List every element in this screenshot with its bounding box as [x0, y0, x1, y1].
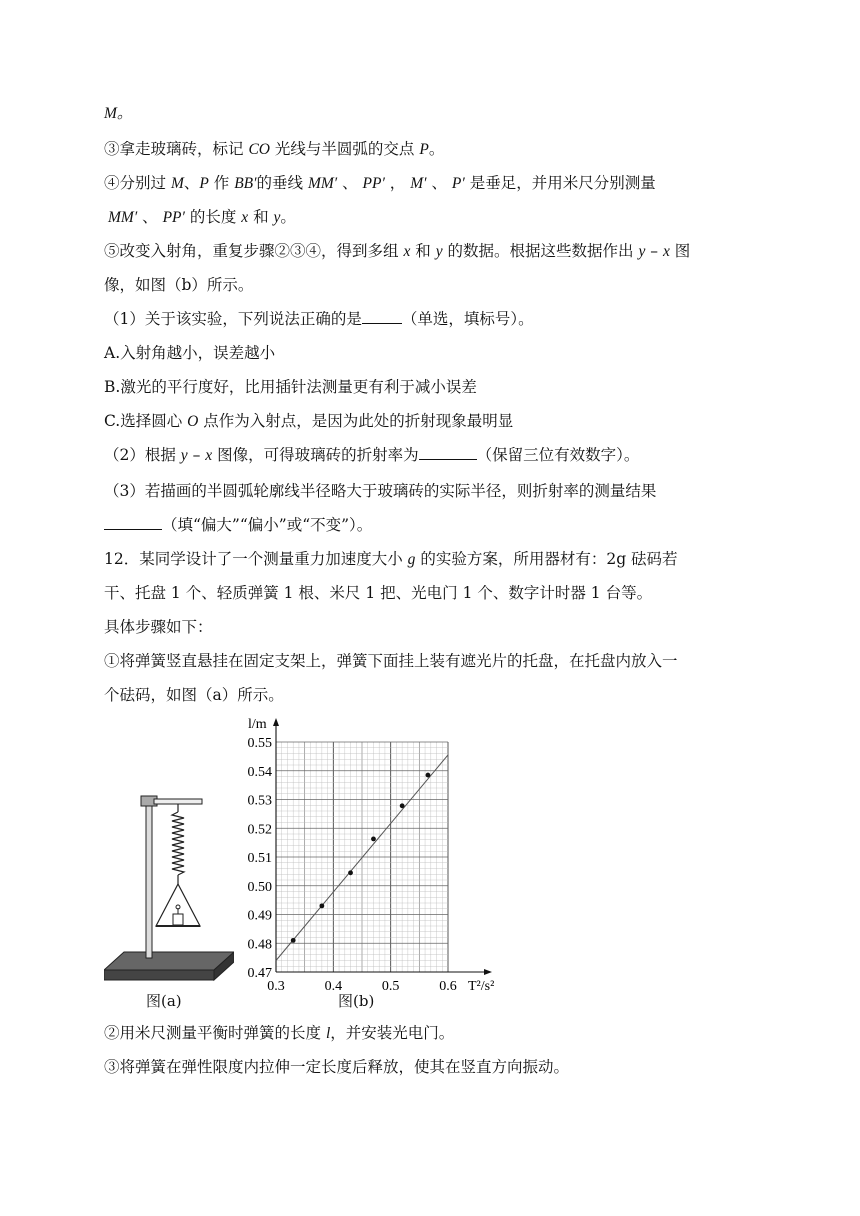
data-point [319, 903, 324, 908]
support-rod [146, 804, 152, 958]
data-point [291, 938, 296, 943]
text-line: ④分别过 M、P 作 BB′的垂线 MM′ 、 PP′ ， M′ 、 P′ 是垂足，并用米尺分别测量 [104, 174, 656, 192]
spring [172, 812, 184, 875]
axis-labels [248, 717, 494, 992]
y-tick-label: 0.51 [247, 851, 272, 866]
data-point [426, 773, 431, 778]
text-line: 个砝码，如图（a）所示。 [104, 686, 284, 704]
option-b: B.激光的平行度好，比用插针法测量更有利于减小误差 [104, 378, 477, 396]
answer-blank [419, 445, 477, 460]
text-line: （填“偏大”“偏小”或“不变”）。 [104, 514, 372, 536]
text-line: 12．某同学设计了一个测量重力加速度大小 g 的实验方案，所用器材有：2g 砝码若 [104, 550, 678, 568]
text-line: ③将弹簧在弹性限度内拉伸一定长度后释放，使其在竖直方向振动。 [104, 1058, 570, 1076]
x-axis-arrow [484, 969, 492, 975]
text-line: （2）根据 y – x 图像，可得玻璃砖的折射率为 （保留三位有效数字）。 [104, 446, 640, 464]
text-line: ②用米尺测量平衡时弹簧的长度 l，并安装光电门。 [104, 1024, 455, 1042]
x-tick-label: 0.6 [439, 979, 457, 992]
figure-b-caption: 图(b) [338, 992, 375, 1010]
y-tick-label: 0.47 [247, 966, 272, 981]
chart-tick-labels [248, 736, 457, 992]
weight [173, 914, 183, 925]
spring-apparatus-diagram [104, 780, 234, 984]
text-line: ③拿走玻璃砖，标记 CO 光线与半圆弧的交点 P。 [104, 140, 445, 158]
chart-axes [273, 718, 492, 975]
x-tick-label: 0.5 [381, 979, 400, 992]
base-front [104, 970, 214, 980]
y-tick-label: 0.54 [247, 764, 272, 780]
data-point [371, 836, 376, 841]
data-point [348, 870, 353, 875]
y-tick-label: 0.53 [247, 793, 272, 809]
text-line: （3）若描画的半圆弧轮廓线半径略大于玻璃砖的实际半径，则折射率的测量结果 [104, 482, 657, 500]
answer-blank [362, 309, 402, 324]
figure-a-caption: 图(a) [146, 992, 182, 1010]
y-tick-label: 0.49 [247, 908, 272, 924]
y-axis-arrow [273, 718, 279, 726]
answer-blank [104, 515, 162, 530]
text-line: 干、托盘 1 个、轻质弹簧 1 根、米尺 1 把、光电门 1 个、数字计时器 1 台等。 [104, 584, 653, 602]
y-tick-label: 0.50 [247, 879, 272, 895]
y-tick-label: 0.55 [247, 736, 272, 751]
data-point [400, 803, 405, 808]
x-tick-label: 0.3 [267, 979, 285, 992]
text-line: ①将弹簧竖直悬挂在固定支架上，弹簧下面挂上装有遮光片的托盘，在托盘内放入一 [104, 652, 678, 670]
y-tick-label: 0.52 [247, 822, 272, 838]
support-arm [154, 799, 202, 804]
text-line: 具体步骤如下： [104, 618, 213, 636]
text-line: MM′ 、 PP′ 的长度 x 和 y。 [108, 208, 296, 226]
l-t2-chart [238, 712, 508, 992]
base-top [104, 952, 234, 970]
option-a: A.入射角越小，误差越小 [104, 344, 276, 362]
text-line: （1）关于该实验，下列说法正确的是 （单选，填标号）。 [104, 310, 534, 328]
text-line: ⑤改变入射角，重复步骤②③④，得到多组 x 和 y 的数据。根据这些数据作出 y – x 图 [104, 242, 691, 260]
x-tick-label: 0.4 [324, 979, 343, 992]
y-axis-label: l/m [248, 717, 267, 732]
x-axis-label: T²/s² [468, 979, 495, 992]
option-c: C.选择圆心 O 点作为入射点，是因为此处的折射现象最明显 [104, 412, 514, 430]
y-tick-label: 0.48 [247, 937, 272, 953]
text-line: 像，如图（b）所示。 [104, 276, 254, 294]
text-line: M。 [104, 105, 133, 122]
